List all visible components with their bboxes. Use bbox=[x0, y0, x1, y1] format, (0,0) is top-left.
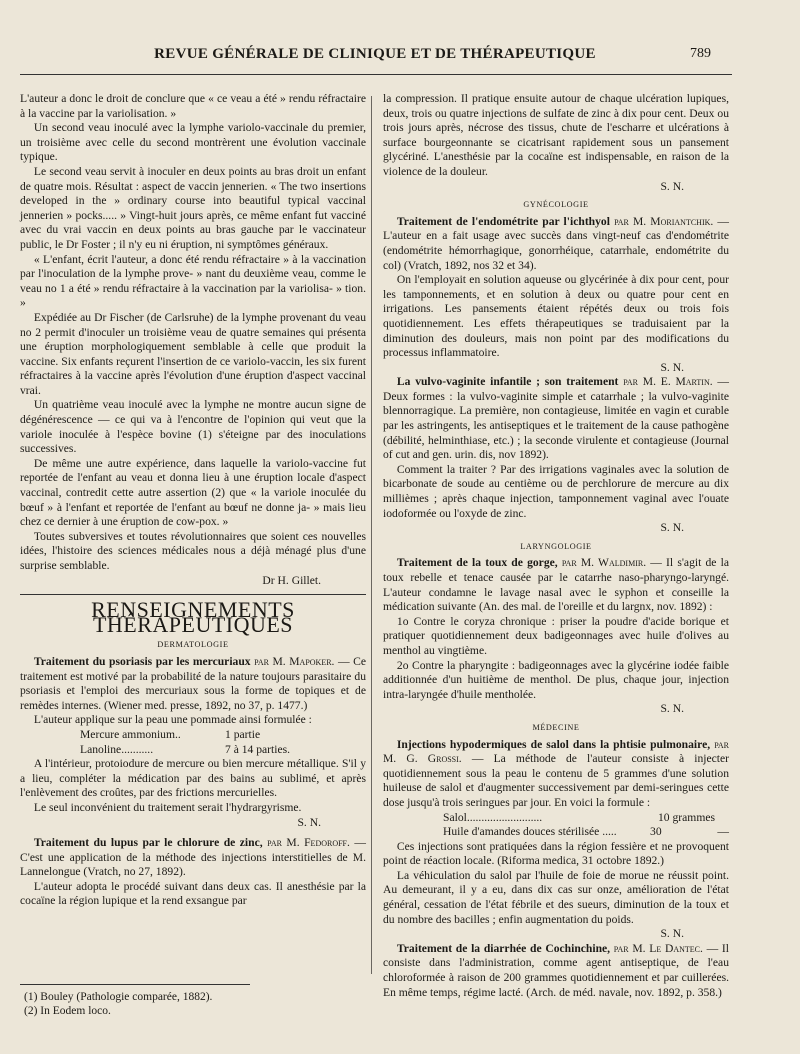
column-divider bbox=[371, 96, 372, 974]
subsection-heading: GYNÉCOLOGIE bbox=[523, 200, 589, 210]
article-title: Traitement du lupus par le chlorure de zinc, bbox=[33, 836, 263, 850]
article-salol bbox=[383, 738, 729, 811]
paragraph: Un quatrième veau inoculé avec la lymphe ne montre aucun signe de dégénérescence — ce qui va à l'encontre de l'opinion qui veut que la variole inoculée à l'espèce bovine (1) s'éteigne par des inoculations successives. bbox=[20, 398, 366, 456]
article-lupus bbox=[20, 836, 366, 880]
formula-line: Lanoline........... 7 à 14 parties. bbox=[80, 742, 291, 756]
paragraph: Ces injections sont pratiquées dans la région fessière et ne provoquent point de réaction locale. (Riforma medica, 31 octobre 1892.) bbox=[383, 839, 729, 868]
article-toux bbox=[383, 556, 729, 614]
subsection-heading: LARYNGOLOGIE bbox=[520, 541, 592, 551]
article-author: par M. Fedoroff. bbox=[267, 836, 350, 850]
right-column bbox=[383, 92, 729, 1000]
paragraph: Toutes subversives et toutes révolutionnaires que soient ces nouvelles idées, l'histoire des sciences médicales nous a déjà ménagé plus d'une surprise semblable. bbox=[20, 529, 366, 572]
header-rule bbox=[20, 74, 732, 75]
paragraph: Le second veau servit à inoculer en deux points au bras droit un enfant de quatre mois. Résultat : aspect de vaccin jennerien. « The two insertions developed in the » ordinary course into beautiful typical vaccinal jennerien » pocks..... » Vingt-huit jours après, ce même enfant fut vacciné avec du vrai vaccin en deux points au bras gauche par le vaccinateur public, le Dr Foster ; il n'y eu ni éruption, ni symptômes généraux. bbox=[20, 164, 366, 251]
signature-sn: S. N. bbox=[660, 927, 684, 941]
paragraph: On l'employait en solution aqueuse ou glycérinée à dix pour cent, pour les tamponnements, et en solution à deux ou quatre pour cent en irrigations. Les pansements étaient répétés deux ou trois fois quotidiennement. Les effets thérapeutiques se traduisaient par la diminution des douleurs, mais non point par des modifications du processus inflammatoire. bbox=[383, 273, 729, 360]
paragraph: Comment la traiter ? Par des irrigations vaginales avec la solution de bicarbonate de soude au centième ou de perchlorure de mercure au dix millièmes ; après chaque injection, tamponnement vaginal avec l'ouate iodoformée ou l'oxyde de zinc. bbox=[383, 462, 729, 520]
paragraph: Le seul inconvénient du traitement serait l'hydrargyrisme. bbox=[33, 800, 302, 814]
paragraph: A l'intérieur, protoiodure de mercure ou bien mercure métallique. S'il y a lieu, compléter la médication par des bains au sublimé, et après l'enlèvement des croûtes, par des frictions mercurielles. bbox=[20, 757, 366, 800]
paragraph: « L'enfant, écrit l'auteur, a donc été rendu réfractaire » à la vaccination par l'inoculation de la lymphe prove- » nant du deuxième veau, comme le veau no 1 a été » rendu réfractaire à la vaccination par la variolisa- » tion. » bbox=[20, 252, 366, 310]
formula-line: Mercure ammonium.. 1 partie bbox=[80, 727, 261, 741]
article-text: — Il s'agit de la toux rebelle et tenace causée par le catarrhe naso-pharyngo-laryngé. L'auteur condamne le lavage nasal avec le syphon et conseille la médication suivante (An. des mal. de l'oreille et du largnx, nov. 1892) : bbox=[383, 556, 729, 614]
article-author: par M. Mapoker. bbox=[254, 654, 335, 668]
section-rule bbox=[20, 594, 366, 595]
paragraph: La véhiculation du salol par l'huile de foie de morue ne réussit point. Au demeurant, il y a eu, dans dix cas sur onze, amélioration de l'état général, cessation de l'état fébrile et des sueurs, diminution de la toux et du nombre des bacilles ; enfin augmentation du poids. bbox=[383, 868, 729, 926]
article-author: par M. E. Martin. bbox=[623, 375, 713, 389]
author-signature: Dr H. Gillet. bbox=[262, 573, 321, 587]
footnote-rule bbox=[20, 984, 250, 985]
article-text: — Ce traitement est motivé par la probabilité de la nature toujours parasitaire du psoriasis et l'emploi des mercuriaux sous la forme de topiques et de remèdes internes. (Wiener med. presse, 1892, no 37, p. 1477.) bbox=[20, 654, 367, 712]
article-cochinchine bbox=[383, 942, 729, 1000]
page-number: 789 bbox=[690, 46, 711, 61]
article-text: — La méthode de l'auteur consiste à injecter quotidiennement sous la peau le contenu de 5 grammes d'une solution huileuse de salol et d'augmenter successivement par demi-seringues cette dose jusqu'à trois seringues par jour. En voici la formule : bbox=[383, 752, 729, 809]
article-title: Traitement de l'endométrite par l'ichthyol bbox=[396, 214, 610, 228]
paragraph: L'auteur a donc le droit de conclure que « ce veau a été » rendu réfractaire à la vaccine par la variolisation. » bbox=[20, 92, 366, 120]
paragraph: 1o Contre le coryza chronique : priser la poudre d'acide borique et pratiquer quotidiennement deux badigeonnages avec huile d'olives au menthol au vingtième. bbox=[383, 614, 729, 657]
paragraph: L'auteur adopta le procédé suivant dans deux cas. Il anesthésie par la cocaïne la région lupique et la rend exsangue par bbox=[20, 879, 366, 908]
article-author: par M. G. Grossi. bbox=[383, 737, 730, 766]
article-endometrite bbox=[383, 215, 729, 273]
signature-sn: S. N. bbox=[297, 815, 321, 829]
left-column bbox=[20, 92, 366, 909]
article-title: Traitement du psoriasis par les mercuriaux bbox=[33, 654, 251, 668]
article-psoriasis bbox=[20, 655, 366, 713]
footnotes bbox=[24, 990, 212, 1018]
formula-line: Salol.......................... 10 grammes bbox=[443, 810, 715, 824]
signature-sn: S. N. bbox=[660, 179, 684, 193]
signature-sn: S. N. bbox=[660, 360, 684, 374]
signature-sn: S. N. bbox=[660, 521, 684, 535]
paragraph: 2o Contre la pharyngite : badigeonnages avec la glycérine iodée faible additionnée d'un huitième de menthol. De plus, chaque jour, injection intra-laryngée d'huile mentholée. bbox=[383, 658, 729, 701]
article-title: Traitement de la diarrhée de Cochinchine, bbox=[396, 941, 611, 955]
paragraph: la compression. Il pratique ensuite autour de chaque ulcération lupiques, deux, trois ou quatre injections de sulfate de zinc à dix pour cent. Deux ou trois jours après, nécrose des tissus, chute de l'escharre et ulcérations à surface bourgeonnante se cicatrisant rapidement sous un pansement glycériné. L'anesthésie par la cocaïne est indispensable, en raison de la violence de la douleur. bbox=[383, 92, 729, 178]
running-title: REVUE GÉNÉRALE DE CLINIQUE ET DE THÉRAPEUTIQUE bbox=[154, 46, 596, 62]
article-vulvo-vaginite bbox=[383, 375, 729, 463]
formula-line: Huile d'amandes douces stérilisée ..... 30 — bbox=[443, 825, 729, 839]
article-author: par M. Le Dantec. bbox=[613, 941, 703, 955]
paragraph: Expédiée au Dr Fischer (de Carlsruhe) de la lymphe provenant du veau no 2 permit d'inoculer un troisième veau de quatre semaines qui présenta une éruption morphologiquement semblable à celle que produit la vaccine. Six enfants reçurent l'insertion de ce variolo-vaccin, les six furent réfractaires à la vaccine après l'évolution d'une éruption d'aspect vaccinal vrai. bbox=[20, 310, 366, 397]
article-text: — Il consiste dans l'administration, comme agent antiseptique, de l'eau chloroformée à raison de 200 grammes quotidiennement et par cuillerées. En même temps, régime lacté. (Arch. de méd. navale, nov. 1892, p. 358.) bbox=[383, 941, 729, 999]
article-text: — C'est une application de la méthode des injections interstitielles de M. Lannelongue (Vratch, no 27, 1892). bbox=[20, 836, 366, 879]
article-title: La vulvo-vaginite infantile ; son traitement bbox=[396, 375, 619, 389]
footnote: (2) In Eodem loco. bbox=[24, 1005, 111, 1017]
section-title: RENSEIGNEMENTS THÉRAPEUTIQUES bbox=[91, 597, 295, 637]
article-title: Injections hypodermiques de salol dans la phtisie pulmonaire, bbox=[396, 737, 711, 751]
signature-sn: S. N. bbox=[660, 702, 684, 716]
footnote: (1) Bouley (Pathologie comparée, 1882). bbox=[24, 991, 213, 1003]
article-title: Traitement de la toux de gorge, bbox=[396, 556, 558, 570]
subsection-heading: MÉDECINE bbox=[532, 722, 580, 732]
paragraph: Un second veau inoculé avec la lymphe variolo-vaccinale du premier, un troisième avec celle du second montrèrent une évolution vaccinale typique. bbox=[20, 121, 366, 164]
paragraph: De même une autre expérience, dans laquelle la variolo-vaccine fut reportée de l'enfant au veau et donna lieu à une éruption locale d'aspect vaccinal, contredit cette autre assertion (2) que « la variole inoculée du bœuf » à l'enfant et reportée de l'enfant au bœuf ne donne ja- » mais lieu chez ce dernier à une éruption de cow-pox. » bbox=[20, 456, 366, 529]
article-text: — Deux formes : la vulvo-vaginite simple et catarrhale ; la vulvo-vaginite blennorragique. La première, non contagieuse, limitée en vagin et curable par les astringents, les antiseptiques et le traitement de la cause pathogène (débilité, helminthiase, etc.) ; la seconde virulente et contagieuse (Journal of cut and gen. urin. dis, nov 1892). bbox=[383, 375, 729, 462]
article-author: par M. Waldimir. bbox=[561, 556, 647, 570]
subsection-heading: DERMATOLOGIE bbox=[157, 640, 229, 650]
article-text: — L'auteur en a fait usage avec succès dans vingt-neuf cas d'endométrite (endométrite hémorrhagique, gonorrhéique, catarrhale, endométrite du col) (Vratch, 1892, nos 32 et 34). bbox=[383, 214, 729, 272]
article-author: par M. Moriantchik. bbox=[614, 214, 714, 228]
paragraph: L'auteur applique sur la peau une pommade ainsi formulée : bbox=[33, 713, 312, 727]
